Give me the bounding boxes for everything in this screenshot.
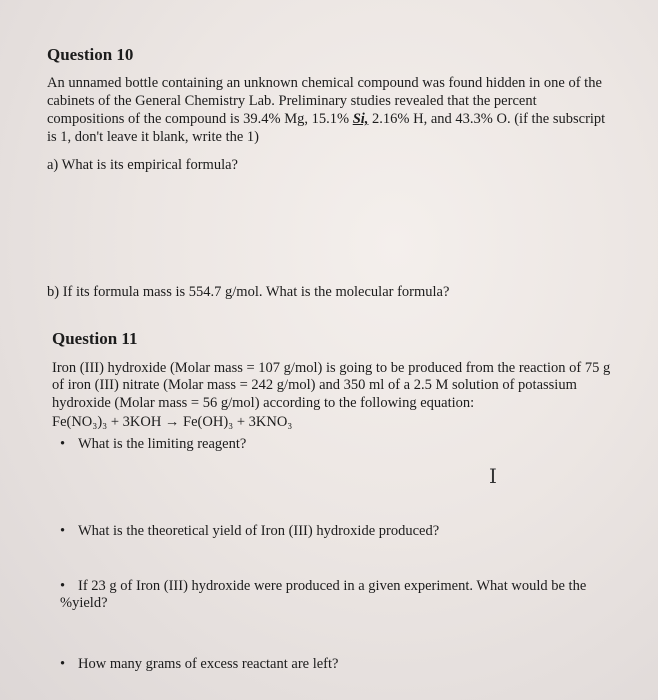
q10-text-line-3 [47,111,605,128]
question-10-title: Question 10 [47,45,134,64]
q10-text-line-1: An unnamed bottle containing an unknown chemical compound was found hidden in one of the [47,75,602,91]
q11-bullet-2 [60,523,439,540]
bullet-dot: • [60,436,66,452]
bullet-dot: • [60,656,66,672]
bullet-dot: • [60,578,66,594]
q11-bullet-2-text: What is the theoretical yield of Iron (III) hydroxide produced? [78,523,440,539]
question-11-title: Question 11 [52,329,138,348]
q11-bullet-4 [60,656,338,673]
q11-bullet-3 [60,578,586,595]
q10-text-line-4: is 1, don't leave it blank, write the 1) [47,129,260,145]
q11-text-line-2: of iron (III) nitrate (Molar mass = 242 g/mol) and 350 ml of a 2.5 M solution of potassium [52,377,577,393]
q11-bullet-3-text-line-1: If 23 g of Iron (III) hydroxide were produced in a given experiment. What would be the [78,578,587,594]
q10-text-line-2: cabinets of the General Chemistry Lab. Preliminary studies revealed that the percent [47,93,537,109]
q11-bullet-1 [60,436,246,453]
q11-bullet-4-text: How many grams of excess reactant are left? [78,656,339,672]
bullet-dot: • [60,523,66,539]
reaction-equation: Fe(NO₃)₃ + 3KOH → Fe(OH)₃ + 3KNO₃ [52,414,293,430]
q11-bullet-1-text: What is the limiting reagent? [78,436,247,452]
q10-line3-part-1: compositions of the compound is 39.4% Mg, 15.1% [47,111,353,127]
text-cursor-icon: I [489,464,497,488]
q10-line3-part-2: 2.16% H, and 43.3% O. (if the subscript [368,111,606,127]
si-symbol: Si, [352,111,369,127]
q11-text-line-1: Iron (III) hydroxide (Molar mass = 107 g/mol) is going to be produced from the reaction of 75 g [52,360,611,376]
q10-part-b: b) If its formula mass is 554.7 g/mol. What is the molecular formula? [47,284,450,300]
q11-bullet-3-text-line-2: %yield? [60,595,108,611]
q11-text-line-3: hydroxide (Molar mass = 56 g/mol) according to the following equation: [52,395,475,411]
q10-part-a: a) What is its empirical formula? [47,157,238,173]
